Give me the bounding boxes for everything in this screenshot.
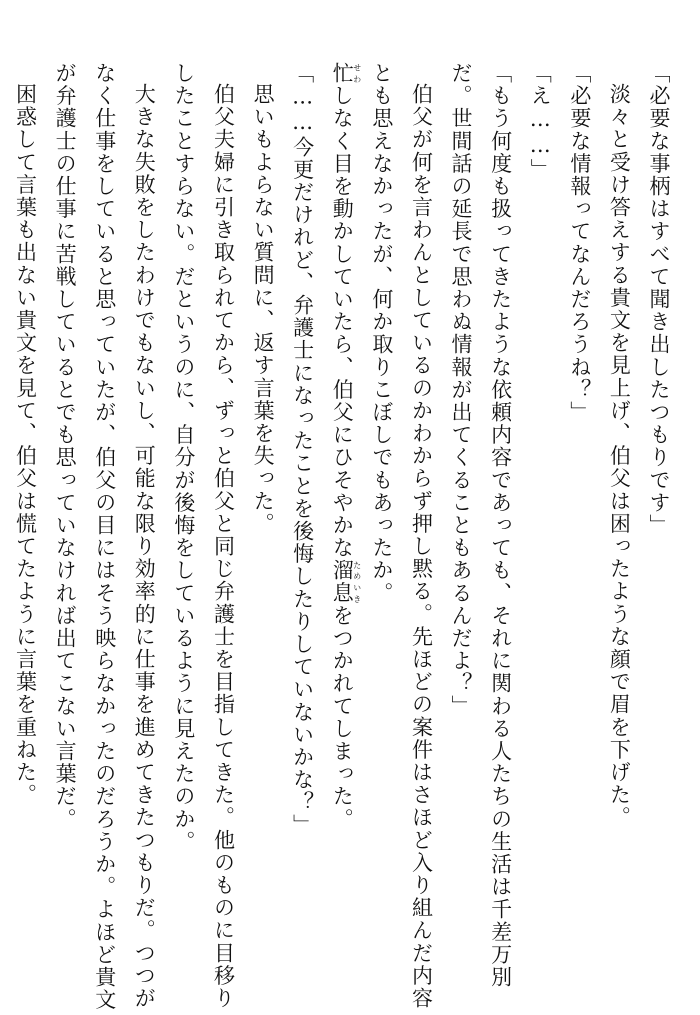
ruby-base: 忙 — [330, 62, 355, 85]
ruby-reading: ためいき — [352, 559, 362, 605]
text-line-3: 「必要な情報ってなんだろうね？」 — [567, 62, 592, 424]
text-line-9 — [322, 62, 362, 982]
vertical-text-body — [13, 62, 678, 1012]
text-line-10: 「……今更だけれど、弁護士になったことを後悔したりしていないかな？」 — [290, 62, 315, 837]
ruby-base: 溜息 — [330, 559, 355, 605]
ruby-annotation — [330, 559, 362, 605]
text-line-17: 困惑して言葉も出ない貴文を見て、伯父は慌てたように言葉を重ねた。 — [13, 83, 38, 807]
text-line-2: 淡々と受け答えする貴文を見上げ、伯父は困ったような顔で眉を下げた。 — [607, 83, 632, 829]
text-line-14: 大きな失敗をしたわけでもないし、可能な限り効率的に仕事を進めてきたつもりだ。つつが — [132, 83, 157, 1010]
text-line-12: 伯父夫婦に引き取られてから、ずっと伯父と同じ弁護士を目指してきた。他のものに目移り — [211, 83, 236, 1010]
ruby-reading: せわ — [352, 62, 362, 85]
text-line-4: 「え……」 — [528, 62, 553, 181]
text-line-8: とも思えなかったが、何か取りこぼしでもあったか。 — [369, 62, 394, 605]
text-line-6: だ。世間話の延長で思わぬ情報が出てくることもあるんだよ？」 — [449, 62, 474, 718]
text-line-5: 「もう何度も扱ってきたような依頼内容であっても、それに関わる人たちの生活は千差万別 — [488, 62, 513, 989]
text-segment: をつかれてしまった。 — [330, 604, 355, 831]
text-line-11: 思いもよらない質問に、返す言葉を失った。 — [251, 83, 276, 535]
text-line-15: なく仕事をしていると思っていたが、伯父の目にはそう映らなかったのだろうか。よほど貴文 — [92, 62, 117, 1012]
text-line-1: 「必要な事柄はすべて聞き出したつもりです」 — [647, 62, 671, 537]
ruby-annotation — [330, 62, 362, 85]
text-line-13: したことすらない。だというのに、自分が後悔をしているように見えたのか。 — [171, 62, 196, 853]
text-segment: しなく目を動かしていたら、伯父にひそやかな — [330, 84, 355, 560]
text-line-16: が弁護士の仕事に苦戦しているとでも思っていなければ出てこない言葉だ。 — [53, 62, 78, 831]
text-line-7: 伯父が何を言わんとしているのかわからず押し黙る。先ほどの案件はさほど入り組んだ内容 — [409, 83, 434, 1010]
